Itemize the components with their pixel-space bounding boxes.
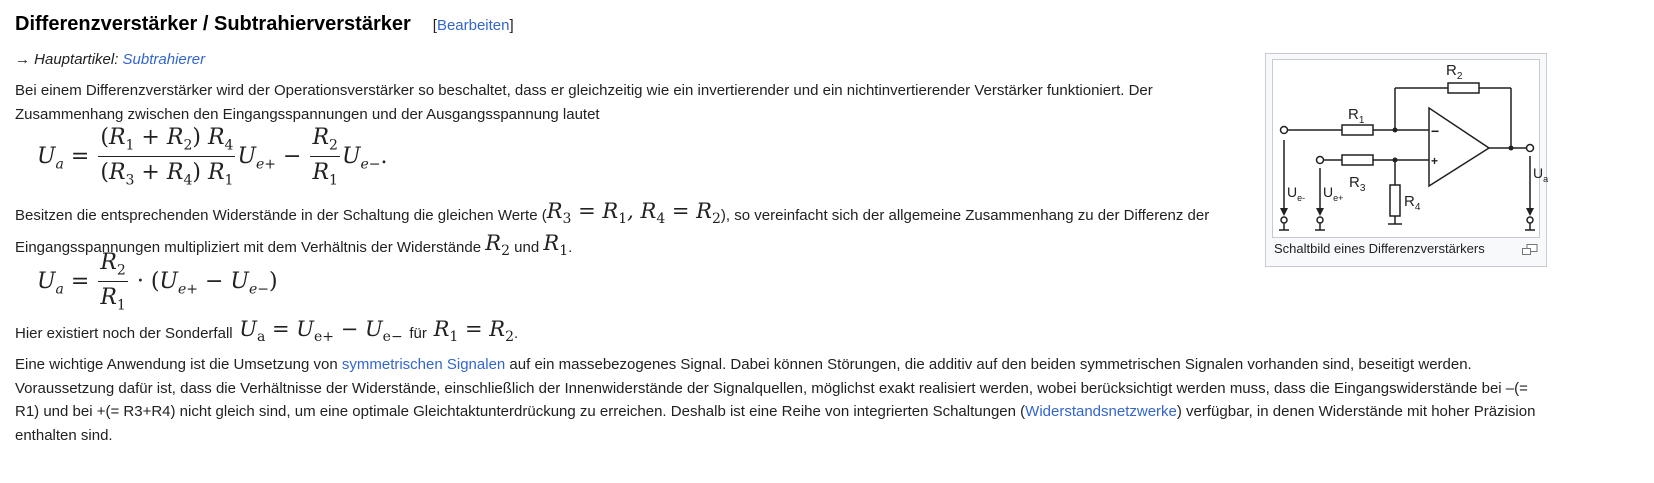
section-title: Differenzverstärker / Subtrahierverstärker — [15, 13, 411, 35]
svg-text:Ue+: $U_{e+}$ — [1323, 184, 1344, 203]
math-inline-r2: $R_2$ — [485, 230, 510, 259]
figure-caption: Schaltbild eines Differenzverstärkers — [1274, 241, 1485, 256]
edit-section: [Bearbeiten] — [432, 17, 514, 34]
paragraph-application: Eine wichtige Anwendung ist die Umsetzung von symmetrischen Signalen auf ein massebezogenes Signal. Dabei können Störungen, die additiv auf den beiden symmetrischen Signalen vorhanden sind, beseitigt werden. Voraussetzung dafür ist, dass die Verhältnisse der Widerstände, einschließlich der Innenwiderstände der Signalquellen, möglichst exakt realisiert werden, wobei berücksichtigt werden muss, dass die Eingangswiderstände bei –(= R1) und bei +(= R3+R4) nicht gleich sind, um eine optimale Gleichtaktunterdrückung zu erreichen. Deshalb ist eine Reihe von integrierten Schaltungen (Widerstandsnetzwerke) verfügbar, in denen Widerstände mit hoher Präzision enthalten sind. — [15, 356, 1536, 444]
edit-link[interactable]: Bearbeiten — [436, 17, 510, 34]
link-resistor-networks[interactable]: Widerstandsnetzwerke — [1025, 403, 1177, 420]
svg-text:R2: $R_2$ — [1446, 62, 1463, 82]
svg-text:Ua: $U_a$ — [1533, 165, 1549, 184]
formula-simplified: $U_a$ = $\frac{R_2}{R_1}$ · $(U_{e+} - U_{e-})$ — [37, 250, 278, 314]
svg-text:−: − — [1431, 123, 1440, 139]
svg-text:R4: $R_4$ — [1404, 193, 1421, 213]
paragraph-special-case: Hier existiert noch der Sonderfall $U_a = U_{e+} - U_{e-}$ für $R_1 = R_2$ . — [15, 318, 1240, 350]
magnify-clip-icon[interactable] — [1522, 242, 1538, 260]
hatnote: → Hauptartikel: Subtrahierer — [15, 51, 206, 68]
paragraph-intro: Bei einem Differenzverstärker wird der Operationsverstärker so beschaltet, dass er gleichzeitig wie ein invertierender und ein nichtinvertierender Verstärker funktioniert. Der Zusammenhang zwischen den Eingangsspannungen und der Ausgangsspannung lautet — [15, 82, 1153, 123]
svg-text:Ue-: $U_{e-}$ — [1287, 184, 1306, 203]
paragraph-equal-values: Besitzen die entsprechenden Widerstände in der Schaltung die gleichen Werte ($R_3 = R_1$, $R_4 = R_2$), so vereinfacht sich der allgemeine Zusammenhang zu der Differenz der Eingangsspannungen multipliziert mit dem Verhältnis der Widerstände $R_2$ und $R_1$. — [15, 199, 1210, 259]
svg-text:R3: $R_3$ — [1349, 174, 1366, 194]
figure-thumbnail — [1265, 53, 1547, 267]
svg-text:+: + — [1431, 154, 1439, 168]
svg-text:R1: $R_1$ — [1348, 106, 1365, 126]
math-inline-r1-r2: $R_1 = R_2$ — [426, 317, 514, 346]
circuit-diagram — [1273, 60, 1549, 237]
figure-image[interactable] — [1272, 59, 1549, 238]
math-inline-condition: $R_3 = R_1$, $R_4 = R_2$ — [546, 199, 721, 228]
link-symmetric-signals[interactable]: symmetrischen Signalen — [341, 356, 506, 373]
main-article-link[interactable]: Subtrahierer — [122, 51, 206, 68]
math-inline-special: $U_a = U_{e+} - U_{e-}$ — [232, 317, 403, 346]
section-heading — [15, 13, 514, 36]
math-inline-r1: $R_1$ — [543, 230, 569, 259]
formula-general: $U_a$ = $\frac{(R_1 + R_2) R_4}{(R_3 + R_4) R_1}$ $U_{e+}$ − $\frac{R_2}{R_1}$ $U_{e-}$. — [37, 125, 388, 189]
